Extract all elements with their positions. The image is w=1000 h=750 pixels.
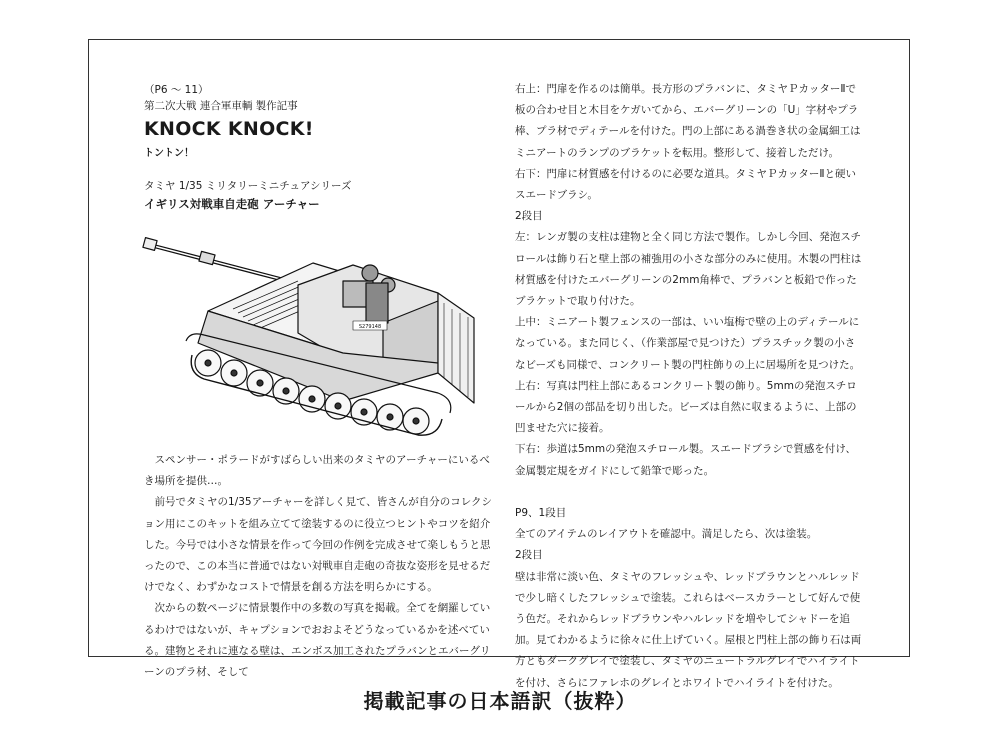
caption-paragraph: 上右：写真は門柱上部にあるコンクリート製の飾り。5mmの発泡スチロールから2個の部品を切り出した。ビーズは自然に収まるように、上部の凹ませた穴に接着。 — [515, 379, 857, 435]
paragraph: 前号でタミヤの1/35アーチャーを詳しく見て、皆さんが自分のコレクション用にこのキットを組み立てて塗装するのに役立つヒントやコツを紹介した。今号では小さな情景を作って今回の作例を完成させて楽しもうと思ったので、この本当に普通ではない対戦車自走砲の奇抜な姿形を見せるだけでなく、わずかなコストで情景を創る方法を明らかにする。 — [144, 496, 493, 594]
spacer — [515, 482, 865, 503]
paragraph: 次からの数ページに情景製作中の多数の写真を掲載。全てを網羅しているわけではないが、キャプションでおおよそどうなっているかを述べている。建物とそれに連なる壁は、エンボス加工されたプラバンとエバーグリーンのプラ材、そして — [144, 602, 491, 679]
kit-series: タミヤ 1/35 ミリタリーミニチュアシリーズ — [144, 180, 352, 192]
caption-paragraph: 下右：歩道は5mmの発泡スチロール製。スエードブラシで質感を付け、金属製定規をガイドにして鉛筆で彫った。 — [515, 443, 856, 477]
kit-name: イギリス対戦車自走砲 アーチャー — [144, 197, 320, 211]
page-reference: （P6 ～ 11） — [144, 84, 209, 96]
article-subtitle: トントン！ — [144, 148, 194, 159]
caption-paragraph: 全てのアイテムのレイアウトを確認中。満足したら、次は塗装。 — [515, 528, 818, 541]
left-body-text — [144, 450, 494, 683]
section-heading: 2段目 — [515, 210, 543, 223]
series-title: 第二次大戦 連合軍車輌 製作記事 — [144, 100, 298, 112]
caption-paragraph: 上中：ミニアート製フェンスの一部は、いい塩梅で壁の上のディテールになっている。また同じく、（作業部屋で見つけた）プラスチック製の小さなビーズも同様で、コンクリート製の門柱飾りの上に居場所を見つけた。 — [515, 316, 861, 371]
caption-paragraph: 右上：門扉を作るのは簡単。長方形のプラバンに、タミヤＰカッターⅡで板の合わせ目と木目をケガいてから、エバーグリーンの「U」字材やプラ棒、プラ材でディテールを付けた。門の上部にある渦巻き状の金属細工はミニアートのランプのブラケットを転用。整形して、接着しただけ。 — [515, 83, 861, 159]
right-body-text — [515, 79, 865, 694]
article-title: KNOCK KNOCK! — [144, 118, 314, 140]
tank-marking: S279148 — [358, 324, 382, 330]
footer-caption: 掲載記事の日本語訳（抜粋） — [363, 689, 637, 713]
caption-paragraph: 左：レンガ製の支柱は建物と全く同じ方法で製作。しかし今回、発泡スチロールは飾り石と壁上部の補強用の小さな部分のみに使用。木製の門柱は材質感を付けたエバーグリーンの2mm角棒で、プラバンと板鉛で作ったブラケットで取り付けた。 — [515, 231, 862, 308]
article-page — [88, 39, 910, 689]
caption-paragraph: 壁は非常に淡い色、タミヤのフレッシュや、レッドブラウンとハルレッドで少し暗くしたフレッシュで塗装。これらはベースカラーとして好んで使う色だ。それからレッドブラウンやハルレッドを増やしてシャドーを追加。見てわかるように徐々に仕上げていく。屋根と門柱上部の飾り石は両方ともダークグレイで塗装し、タミヤのニュートラルグレイでハイライトを付け、さらにファレホのグレイとホワイトでハイライトを付けた。 — [515, 570, 862, 689]
section-heading: P9、1段目 — [515, 507, 567, 520]
paragraph: スペンサー・ポラードがすばらしい出来のタミヤのアーチャーにいるべき場所を提供…。 — [144, 454, 490, 488]
caption-paragraph: 右下：門扉に材質感を付けるのに必要な道具。タミヤＰカッターⅡと硬いスエードブラシ。 — [515, 167, 857, 202]
tank-illustration — [138, 223, 488, 438]
section-heading: 2段目 — [515, 549, 543, 562]
